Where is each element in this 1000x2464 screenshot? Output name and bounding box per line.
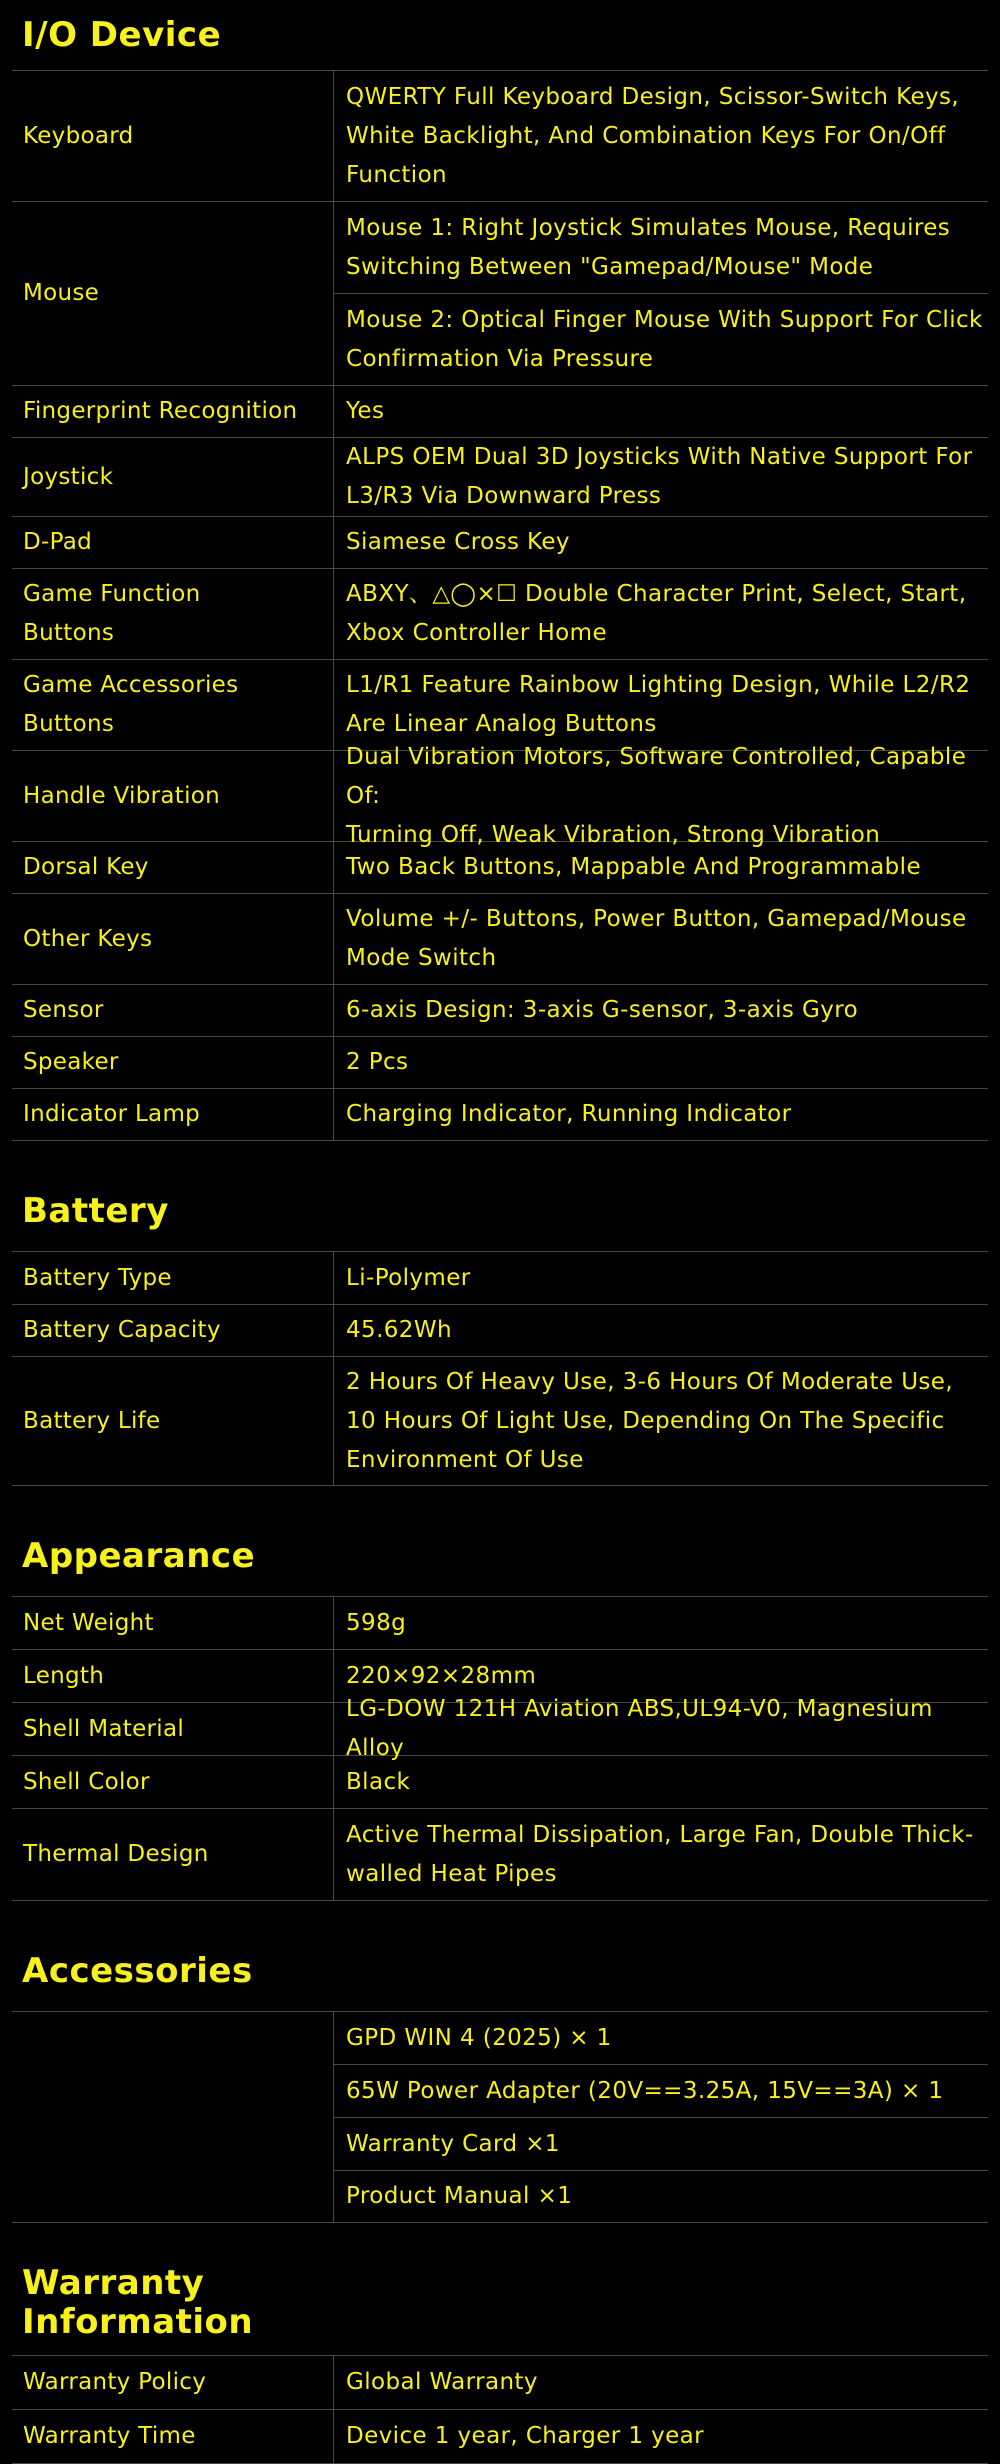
spec-values: [334, 1252, 988, 1304]
spec-value: 2 Hours Of Heavy Use, 3-6 Hours Of Moderate Use, 10 Hours Of Light Use, Depending On The Specific Environment Of Use: [346, 1368, 954, 1473]
spec-section: [12, 2251, 988, 2464]
spec-row: [12, 386, 988, 438]
spec-label: Sensor: [12, 985, 334, 1036]
spec-values: [334, 2410, 988, 2463]
spec-table: [12, 1251, 988, 1486]
spec-value: QWERTY Full Keyboard Design, Scissor-Switch Keys, White Backlight, And Combination Keys For On/Off Function: [346, 83, 960, 188]
spec-value: L1/R1 Feature Rainbow Lighting Design, While L2/R2 Are Linear Analog Buttons: [346, 672, 971, 737]
spec-values: [334, 894, 988, 984]
spec-value: 6-axis Design: 3-axis G-sensor, 3-axis Gyro: [346, 997, 859, 1023]
spec-row: [12, 2410, 988, 2464]
spec-label: Dorsal Key: [12, 842, 334, 893]
spec-values: [334, 438, 988, 516]
spec-value: Li-Polymer: [346, 1264, 471, 1291]
spec-values: [334, 842, 988, 893]
spec-label: Handle Vibration: [12, 751, 334, 841]
spec-row: [12, 2012, 988, 2223]
spec-section: [12, 1516, 988, 1901]
spec-values: [334, 1305, 988, 1356]
spec-value: Mouse 2: Optical Finger Mouse With Support For Click Confirmation Via Pressure: [334, 293, 988, 385]
spec-label: Game Function Buttons: [12, 569, 334, 659]
spec-label: Other Keys: [12, 894, 334, 984]
spec-values: [334, 202, 988, 385]
spec-values: [334, 1037, 988, 1088]
spec-value: Black: [346, 1768, 411, 1795]
spec-label: Warranty Time: [12, 2410, 334, 2463]
spec-values: [334, 660, 988, 750]
spec-value: Charging Indicator, Running Indicator: [346, 1101, 792, 1127]
spec-values: [334, 386, 988, 437]
spec-row: [12, 743, 988, 848]
spec-table: [12, 2011, 988, 2223]
spec-table: [12, 1596, 988, 1901]
spec-value: Global Warranty: [346, 2369, 538, 2395]
spec-value: Product Manual ×1: [334, 2170, 988, 2222]
spec-values: [334, 1357, 988, 1485]
spec-row: [12, 1037, 988, 1089]
spec-label: D-Pad: [12, 517, 334, 568]
spec-value: 45.62Wh: [346, 1317, 452, 1343]
spec-row: [12, 1756, 988, 1809]
spec-label: Warranty Policy: [12, 2356, 334, 2409]
spec-values: [334, 985, 988, 1036]
spec-label: Length: [12, 1650, 334, 1702]
spec-values: [334, 2012, 988, 2222]
spec-values: [334, 2356, 988, 2409]
spec-value: 2 Pcs: [346, 1049, 409, 1075]
spec-row: [12, 517, 988, 569]
spec-section: [12, 1931, 988, 2223]
spec-value: Siamese Cross Key: [346, 529, 570, 555]
section-title: I/O Device: [22, 14, 222, 55]
spec-label: Indicator Lamp: [12, 1089, 334, 1140]
spec-values: [334, 1809, 988, 1900]
spec-section: [12, 0, 988, 1141]
spec-label: Battery Capacity: [12, 1305, 334, 1356]
spec-label: Joystick: [12, 438, 334, 516]
spec-value: Dual Vibration Motors, Software Controlled, Capable Of: Turning Off, Weak Vibration, Strong Vibration: [346, 743, 967, 848]
spec-values: [334, 1756, 988, 1808]
spec-value: LG-DOW 121H Aviation ABS,UL94-V0, Magnesium Alloy: [346, 1696, 933, 1761]
section-title: Accessories: [22, 1950, 253, 1991]
spec-values: [334, 71, 988, 201]
spec-value: Mouse 1: Right Joystick Simulates Mouse, Requires Switching Between "Gamepad/Mouse" Mode: [346, 214, 951, 280]
spec-value: Yes: [346, 398, 385, 424]
spec-row: [12, 842, 988, 894]
spec-row: [12, 2356, 988, 2410]
spec-value: GPD WIN 4 (2025) × 1: [346, 2024, 612, 2051]
spec-row: [12, 894, 988, 985]
spec-row: [12, 1357, 988, 1486]
spec-row: [12, 71, 988, 202]
spec-table: [12, 70, 988, 1141]
spec-value: ALPS OEM Dual 3D Joysticks With Native Support For L3/R3 Via Downward Press: [346, 444, 973, 509]
spec-label: Battery Life: [12, 1357, 334, 1485]
spec-value: 598g: [346, 1609, 407, 1636]
spec-label: [12, 2012, 334, 2222]
spec-table: [12, 2355, 988, 2464]
spec-label: Thermal Design: [12, 1809, 334, 1900]
spec-values: [334, 1696, 988, 1761]
spec-row: [12, 1809, 988, 1901]
spec-row: [12, 1252, 988, 1305]
section-title: Battery: [22, 1190, 169, 1231]
spec-row: [12, 202, 988, 386]
spec-value: 220×92×28mm: [346, 1662, 537, 1689]
spec-row: [12, 1089, 988, 1141]
spec-value: Warranty Card ×1: [334, 2117, 988, 2170]
spec-label: Mouse: [12, 202, 334, 385]
spec-label: Fingerprint Recognition: [12, 386, 334, 437]
section-title: Appearance: [22, 1535, 256, 1576]
spec-row: [12, 438, 988, 517]
spec-label: Battery Type: [12, 1252, 334, 1304]
spec-values: [334, 743, 988, 848]
spec-value: 65W Power Adapter (20V==3.25A, 15V==3A) × 1: [334, 2064, 988, 2117]
spec-value: Active Thermal Dissipation, Large Fan, Double Thick- walled Heat Pipes: [346, 1821, 974, 1887]
spec-row: [12, 985, 988, 1037]
spec-row: [12, 1305, 988, 1357]
spec-values: [334, 517, 988, 568]
spec-values: [334, 569, 988, 659]
spec-values: [334, 1089, 988, 1140]
section-title: Warranty Information: [22, 2263, 254, 2342]
spec-row: [12, 569, 988, 660]
spec-values: [334, 1597, 988, 1649]
spec-value: Two Back Buttons, Mappable And Programmable: [346, 854, 922, 880]
spec-value: ABXY、△◯×☐ Double Character Print, Select, Start, Xbox Controller Home: [346, 581, 967, 646]
spec-row: [12, 1597, 988, 1650]
spec-section: [12, 1171, 988, 1486]
spec-value: Device 1 year, Charger 1 year: [346, 2423, 705, 2449]
spec-label: Speaker: [12, 1037, 334, 1088]
spec-row: [12, 1696, 988, 1761]
spec-label: Net Weight: [12, 1597, 334, 1649]
spec-label: Shell Material: [12, 1703, 334, 1755]
spec-label: Game Accessories Buttons: [12, 660, 334, 750]
spec-label: Shell Color: [12, 1756, 334, 1808]
spec-label: Keyboard: [12, 71, 334, 201]
spec-value: Volume +/- Buttons, Power Button, Gamepad/Mouse Mode Switch: [346, 906, 967, 971]
